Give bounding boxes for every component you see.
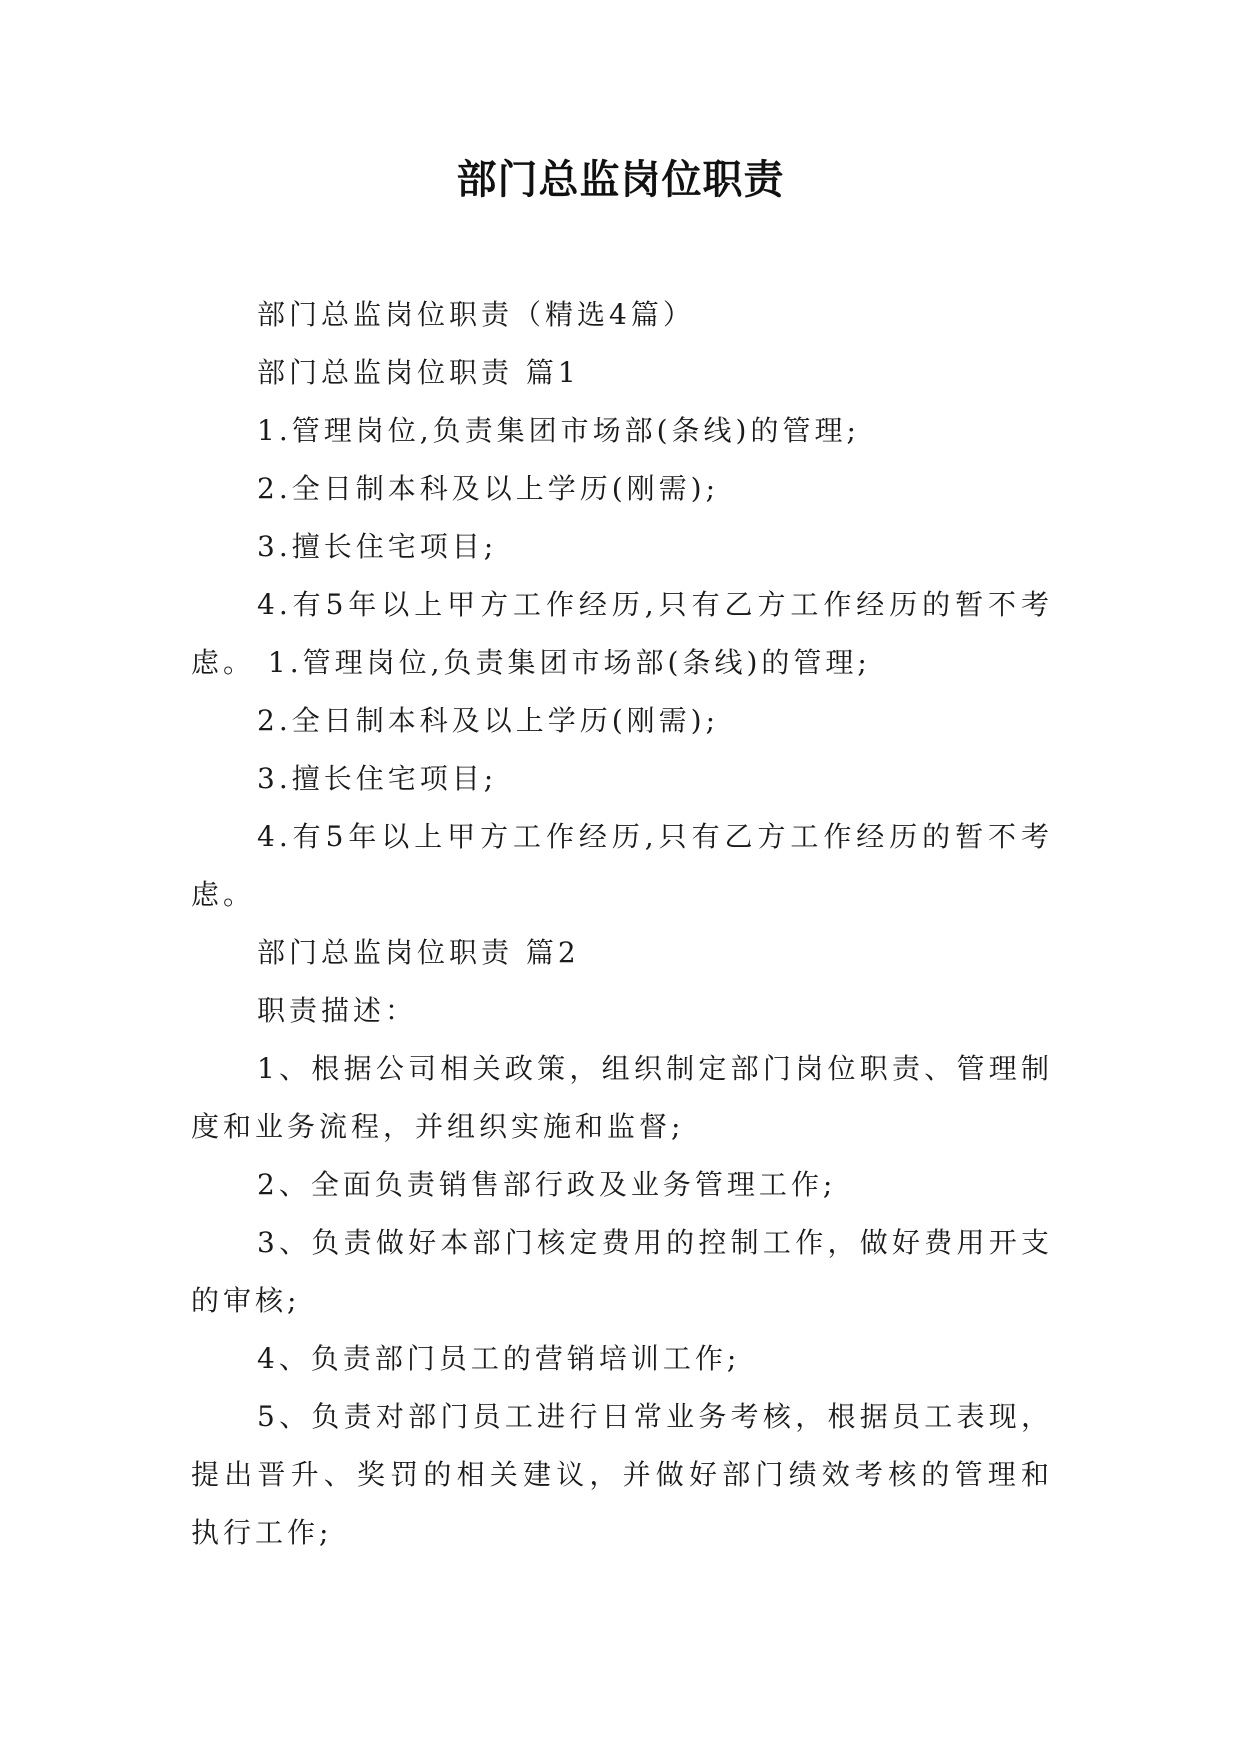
section-heading-1: 部门总监岗位职责 篇1 xyxy=(257,356,580,389)
paragraph: 1.管理岗位,负责集团市场部(条线)的管理; xyxy=(257,414,860,447)
paragraph: 3.擅长住宅项目; xyxy=(257,530,498,563)
paragraph: 1、根据公司相关政策，组织制定部门岗位职责、管理制度和业务流程，并组织实施和监督; xyxy=(191,1052,1053,1143)
paragraph-intro: 部门总监岗位职责（精选4篇） xyxy=(257,298,695,331)
paragraph: 2、全面负责销售部行政及业务管理工作; xyxy=(257,1168,837,1201)
paragraph: 职责描述： xyxy=(257,994,418,1027)
section-heading-2: 部门总监岗位职责 篇2 xyxy=(257,936,580,969)
paragraph: 5、负责对部门员工进行日常业务考核，根据员工表现，提出晋升、奖罚的相关建议，并做好部门绩效考核的管理和执行工作; xyxy=(191,1400,1053,1549)
paragraph: 2.全日制本科及以上学历(刚需); xyxy=(257,704,719,737)
paragraph: 4.有5年以上甲方工作经历,只有乙方工作经历的暂不考虑。 1.管理岗位,负责集团市场部(条线)的管理; xyxy=(191,588,1053,679)
document-title: 部门总监岗位职责 xyxy=(456,156,785,203)
paragraph: 3.擅长住宅项目; xyxy=(257,762,498,795)
document-body xyxy=(191,286,1053,1562)
paragraph: 4.有5年以上甲方工作经历,只有乙方工作经历的暂不考虑。 xyxy=(191,820,1053,911)
paragraph: 2.全日制本科及以上学历(刚需); xyxy=(257,472,719,505)
paragraph: 3、负责做好本部门核定费用的控制工作，做好费用开支的审核; xyxy=(191,1226,1053,1317)
paragraph: 4、负责部门员工的营销培训工作; xyxy=(257,1342,741,1375)
